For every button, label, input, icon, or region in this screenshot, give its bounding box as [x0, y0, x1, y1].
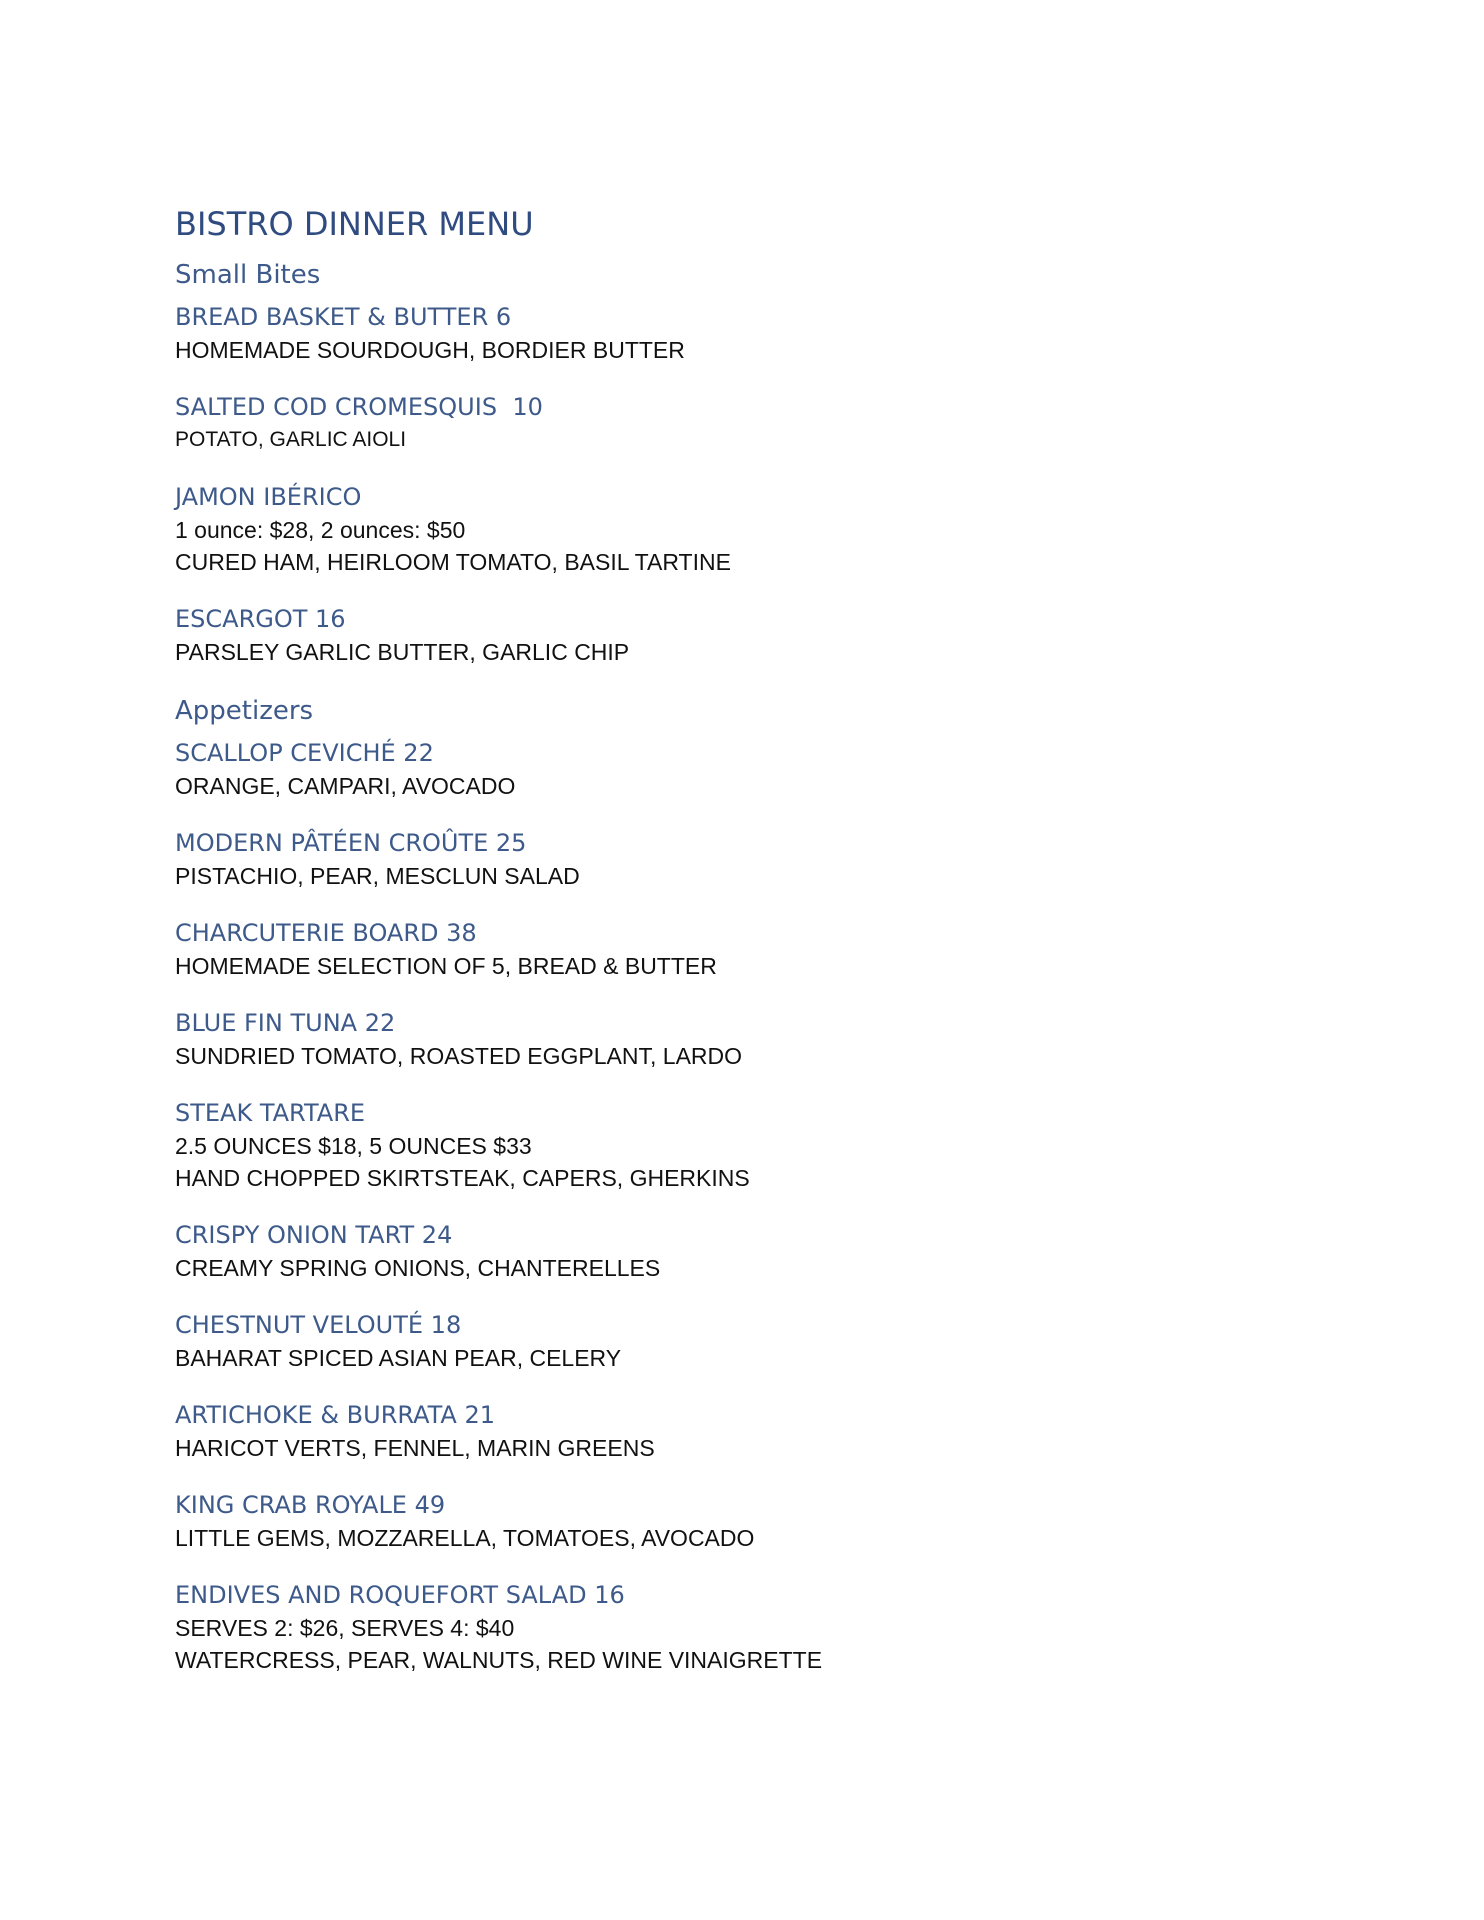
item-description: HARICOT VERTS, FENNEL, MARIN GREENS: [175, 1435, 655, 1461]
item-description: ORANGE, CAMPARI, AVOCADO: [175, 773, 516, 799]
menu-title: BISTRO DINNER MENU: [175, 205, 534, 243]
item-description: LITTLE GEMS, MOZZARELLA, TOMATOES, AVOCADO: [175, 1525, 755, 1551]
item-name: STEAK TARTARE: [175, 1099, 366, 1127]
item-description: CREAMY SPRING ONIONS, CHANTERELLES: [175, 1255, 661, 1281]
item-description: HOMEMADE SOURDOUGH, BORDIER BUTTER: [175, 337, 685, 363]
menu-item: [175, 602, 1315, 668]
menu-item: [175, 1578, 1315, 1676]
item-name: ESCARGOT 16: [175, 605, 346, 633]
menu-page: [175, 200, 1315, 1700]
menu-item: [175, 736, 1315, 802]
item-description: BAHARAT SPICED ASIAN PEAR, CELERY: [175, 1345, 622, 1371]
item-description: SUNDRIED TOMATO, ROASTED EGGPLANT, LARDO: [175, 1043, 743, 1069]
menu-item: [175, 826, 1315, 892]
item-description: CURED HAM, HEIRLOOM TOMATO, BASIL TARTINE: [175, 549, 731, 575]
item-name: JAMON IBÉRICO: [175, 483, 362, 511]
item-name: ARTICHOKE & BURRATA 21: [175, 1401, 496, 1429]
menu-item: [175, 916, 1315, 982]
item-name: SALTED COD CROMESQUIS 10: [175, 393, 543, 421]
menu-item: [175, 1488, 1315, 1554]
item-description: PISTACHIO, PEAR, MESCLUN SALAD: [175, 863, 580, 889]
menu-item: [175, 480, 1315, 578]
menu-item: [175, 390, 1315, 456]
item-name: CRISPY ONION TART 24: [175, 1221, 453, 1249]
item-name: CHARCUTERIE BOARD 38: [175, 919, 477, 947]
menu-item: [175, 300, 1315, 366]
item-description: PARSLEY GARLIC BUTTER, GARLIC CHIP: [175, 639, 630, 665]
item-price-line: 2.5 OUNCES $18, 5 OUNCES $33: [175, 1133, 532, 1159]
item-description: POTATO, GARLIC AIOLI: [175, 428, 407, 451]
section-title: Small Bites: [175, 260, 321, 290]
menu-item: [175, 1006, 1315, 1072]
item-name: MODERN PÂTÉEN CROÛTE 25: [175, 829, 527, 857]
menu-item: [175, 1308, 1315, 1374]
item-price-line: 1 ounce: $28, 2 ounces: $50: [175, 517, 466, 543]
item-price-line: SERVES 2: $26, SERVES 4: $40: [175, 1615, 515, 1641]
item-name: ENDIVES AND ROQUEFORT SALAD 16: [175, 1581, 625, 1609]
menu-section-appetizers: [175, 692, 1315, 1676]
item-name: CHESTNUT VELOUTÉ 18: [175, 1311, 462, 1339]
item-name: BREAD BASKET & BUTTER 6: [175, 303, 512, 331]
item-description: WATERCRESS, PEAR, WALNUTS, RED WINE VINAIGRETTE: [175, 1647, 823, 1673]
menu-item: [175, 1398, 1315, 1464]
menu-item: [175, 1218, 1315, 1284]
menu-item: [175, 1096, 1315, 1194]
item-name: SCALLOP CEVICHÉ 22: [175, 739, 434, 767]
item-description: HAND CHOPPED SKIRTSTEAK, CAPERS, GHERKINS: [175, 1165, 750, 1191]
item-name: KING CRAB ROYALE 49: [175, 1491, 446, 1519]
menu-section-small-bites: [175, 256, 1315, 668]
item-name: BLUE FIN TUNA 22: [175, 1009, 396, 1037]
item-description: HOMEMADE SELECTION OF 5, BREAD & BUTTER: [175, 953, 717, 979]
section-title: Appetizers: [175, 696, 314, 726]
